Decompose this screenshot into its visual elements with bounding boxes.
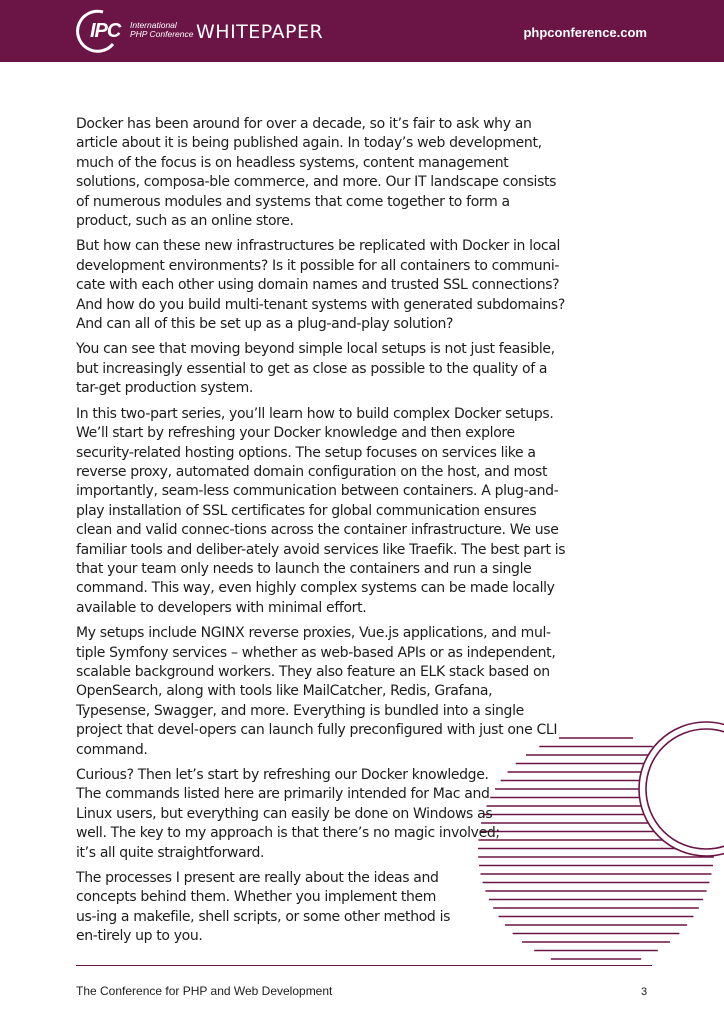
paragraph: Docker has been around for over a decade, so it’s fair to ask why an article about it is being published again. In today’s web development, much of the focus is on headless systems, content management solutions, composa-ble commerce, and more. Our IT landscape consists of numerous modules and systems that come together to form a product, such as an online store.	[76, 116, 557, 230]
page-header	[0, 0, 724, 62]
paragraph: The processes I present are really about the ideas and concepts behind them. Whether you implement them us-ing a makefile, shell scripts, or some other method is en-tirely up to you.	[76, 870, 451, 945]
paragraph: In this two-part series, you’ll learn how to build complex Docker setups. We’ll start by refreshing your Docker knowledge and then explore security-related hosting options. The setup focuses on services like a reverse proxy, automated domain configuration on the host, and most importantly, seam-less communication between containers. A plug-and-play installation of SSL certificates for global communication ensures clean and valid connec-tions across the container infrastructure. We use familiar tools and deliber-ately avoid services like Traefik. The best part is that your team only needs to launch the containers and run a single command. This way, even highly complex systems can be made locally available to developers with minimal effort.	[76, 405, 566, 616]
logo-subtitle-line-1: International	[130, 20, 177, 30]
header-url-link[interactable]: phpconference.com	[523, 25, 647, 40]
paragraph: My setups include NGINX reverse proxies, Vue.js applications, and mul-tiple Symfony services – whether as web-based APIs or as independent, scalable background workers. They also feature an ELK stack based on OpenSearch, along with tools like MailCatcher, Redis, Grafana, Typesense, Swagger, and more. Everything is bundled into a single project that devel-opers can launch fully preconfigured with just one CLI command.	[76, 625, 558, 758]
page-number: 3	[641, 986, 648, 998]
logo-text: IPC	[90, 20, 121, 42]
paragraph: But how can these new infrastructures be replicated with Docker in local development environments? Is it possible for all containers to communi-cate with each other using domain names and trusted SSL connections? And how do you build multi-tenant systems with generated subdomains? And can all of this be set up as a plug-and-play solution?	[76, 238, 565, 333]
paragraph: Curious? Then let’s start by refreshing our Docker knowledge. The commands listed here are primarily intended for Mac and Linux users, but everything can easily be done on Windows as well. The key to my approach is that there’s no magic involved; it’s all quite straightforward.	[76, 767, 500, 861]
article-body	[76, 115, 566, 953]
header-title: WHITEPAPER	[196, 21, 324, 43]
logo-subtitle	[130, 21, 193, 39]
paragraph: You can see that moving beyond simple local setups is not just feasible, but increasingly essential to get as close as possible to the quality of a tar-get production system.	[76, 341, 555, 397]
logo-subtitle-line-2: PHP Conference	[130, 29, 194, 39]
footer-divider	[76, 965, 652, 966]
footer-text: The Conference for PHP and Web Development	[76, 984, 333, 998]
